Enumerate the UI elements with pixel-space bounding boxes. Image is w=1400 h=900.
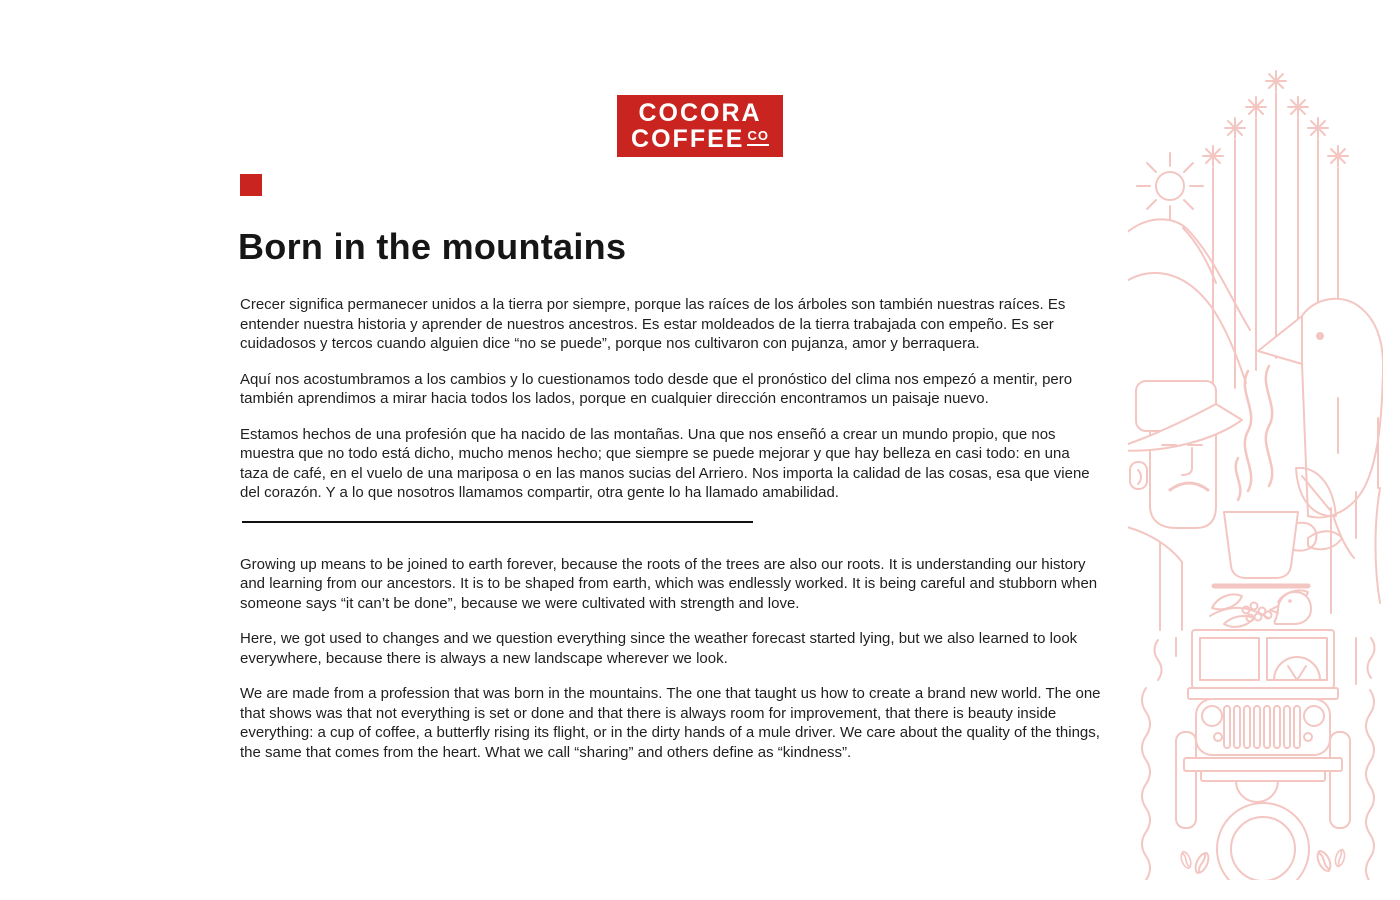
logo-text-line1: COCORA (638, 99, 762, 127)
page-title: Born in the mountains (238, 226, 627, 267)
sun-icon (1137, 153, 1203, 219)
body-text-column (240, 295, 1102, 778)
paragraph-spanish-3: Estamos hechos de una profesión que ha nacido de las montañas. Una que nos enseñó a crear un mundo propio, que nos muestra que no todo está dicho, mucho menos hecho; que siempre se puede mejorar y que hay belleza en casi todo: en una taza de café, en el vuelo de una mariposa o en las manos sucias del Arriero. Nos importa la calidad de las cosas, esa que viene del corazón. Y a lo que nosotros llamamos compartir, otra gente lo ha llamado amabilidad. (240, 425, 1090, 501)
paragraph-spanish-1: Crecer significa permanecer unidos a la tierra por siempre, porque las raíces de los árboles son también nuestras raíces. Es entender nuestra historia y aprender de nuestros ancestros. Es estar moldeados de la tierra trabajada con empeño. Es ser cuidadosos y tercos cuando alguien dice “no se puede”, porque nos cultivaron con pujanza, amor y berraquera. (240, 296, 1066, 352)
jeep-icon (1176, 630, 1356, 828)
logo-suffix-co: CO (747, 129, 769, 146)
logo-word-coffee: COFFEE (631, 125, 745, 153)
paragraph-english-3: We are made from a profession that was born in the mountains. The one that taught us how to create a brand new world. The one that shows was that not everything is set or done and that there is always room for improvement, that there is beauty inside everything: a cup of coffee, a butterfly rising its flight, or in the dirty hands of a mule driver. We care about the quality of the things, the same that comes from the heart. What we call “sharing” and others define as “kindness”. (240, 685, 1101, 761)
accent-square (240, 174, 262, 196)
paragraph-english-2: Here, we got used to changes and we question everything since the weather forecast started lying, but we also learned to look everywhere, because there is always a new landscape wherever we look. (240, 630, 1078, 667)
logo-text-line2 (631, 126, 769, 152)
paragraph-english-1: Growing up means to be joined to earth forever, because the roots of the trees are also our roots. It is understanding our history and learning from our ancestors. It is to be shaped from earth, which was endlessly worked. It is being careful and stubborn when someone says “it can’t be done”, because we were cultivated with strength and love. (240, 555, 1098, 612)
paragraph-spanish-2: Aquí nos acostumbramos a los cambios y lo cuestionamos todo desde que el pronóstico del clima nos empezó a mentir, pero también aprendimos a mirar hacia todos los lados, porque en cualquier dirección encontramos un paisaje nuevo. (240, 370, 1073, 407)
coffee-culture-illustration (1128, 68, 1383, 880)
tire-icon (1217, 803, 1309, 880)
mountains-icon (1128, 219, 1250, 383)
brand-logo[interactable] (617, 95, 783, 157)
coffee-cup-icon (1214, 512, 1316, 586)
small-bird-icon (1270, 592, 1311, 624)
steam-icon (1236, 366, 1272, 500)
divider-line (242, 521, 753, 523)
